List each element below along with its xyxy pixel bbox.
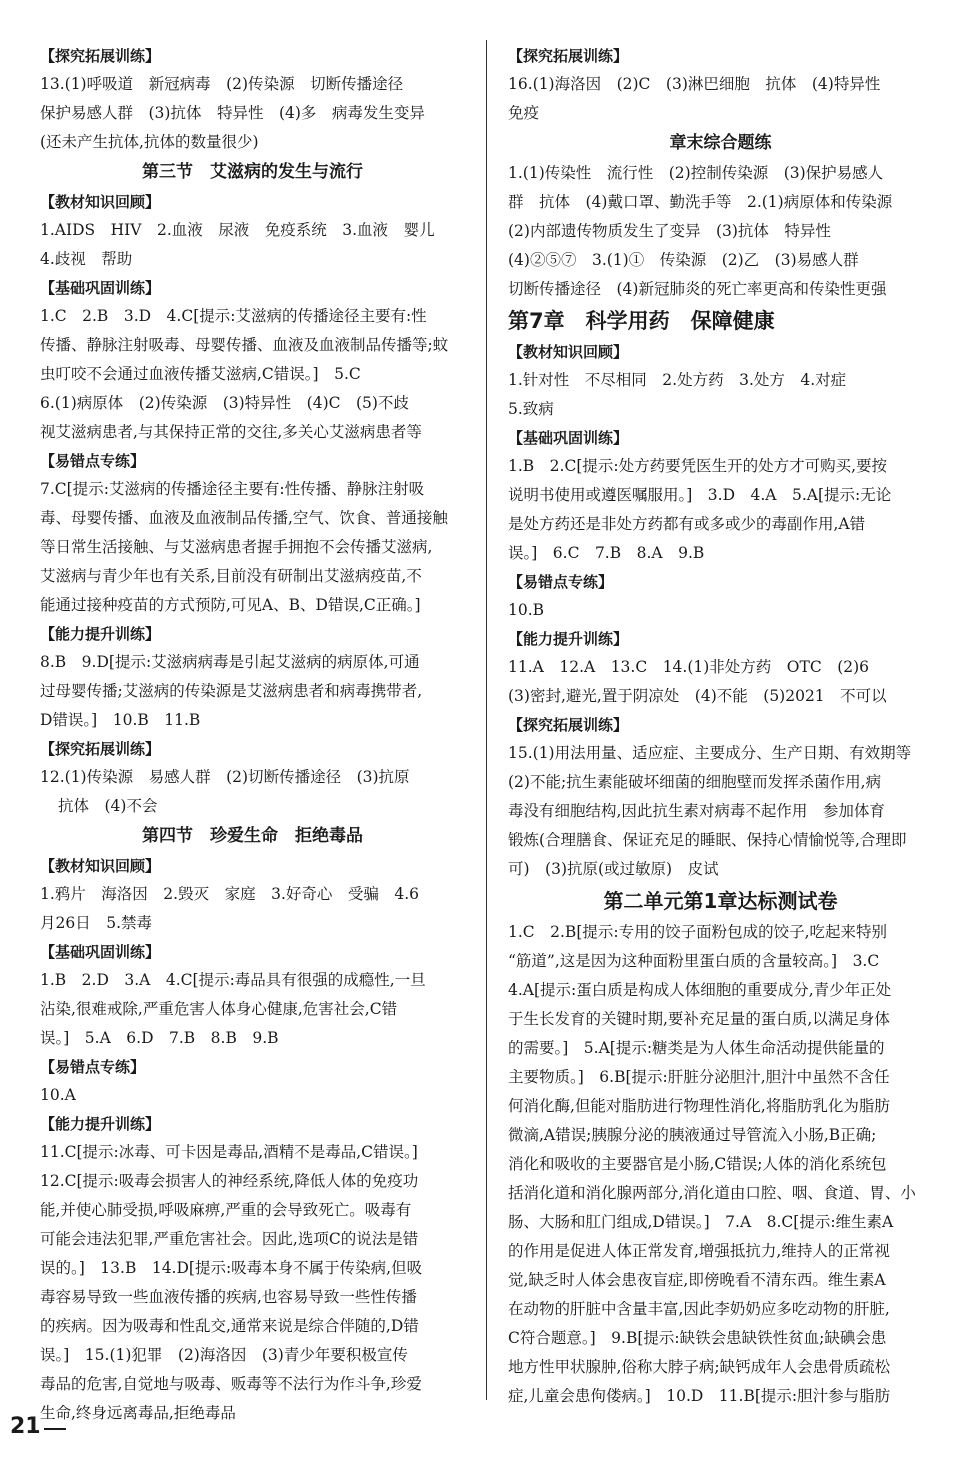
answer-line: 群 抗体 (4)戴口罩、勤洗手等 2.(1)病原体和传染源 — [508, 193, 893, 211]
answer-line: 消化和吸收的主要器官是小肠,C错误;人体的消化系统包 — [508, 1155, 887, 1173]
answer-line: 16.(1)海洛因 (2)C (3)淋巴细胞 抗体 (4)特异性 — [508, 75, 881, 93]
answer-line: 是处方药还是非处方药都有或多或少的毒副作用,A错 — [508, 515, 866, 533]
section-title: 第四节 珍爱生命 拒绝毒品 — [142, 826, 363, 846]
answer-line: 11.C[提示:冰毒、可卡因是毒品,酒精不是毒品,C错误。] — [40, 1143, 418, 1161]
answer-line: 7.C[提示:艾滋病的传播途径主要有:性传播、静脉注射吸 — [40, 480, 425, 498]
answer-line: (3)密封,避光,置于阴凉处 (4)不能 (5)2021 不可以 — [508, 687, 887, 705]
answer-line: 可) (3)抗原(或过敏原) 皮试 — [508, 860, 719, 878]
answer-line: 1.鸦片 海洛因 2.毁灭 家庭 3.好奇心 受骗 4.6 — [40, 885, 420, 903]
answer-line: 在动物的肝脏中含量丰富,因此李奶奶应多吃动物的肝脏, — [508, 1300, 890, 1318]
answer-line: 传播、静脉注射吸毒、母婴传播、血液及血液制品传播等;蚊 — [40, 336, 449, 354]
answer-line: 1.C 2.B 3.D 4.C[提示:艾滋病的传播途径主要有:性 — [40, 307, 427, 325]
section-label: 【基础巩固训练】 — [40, 943, 161, 961]
answer-line: 8.B 9.D[提示:艾滋病病毒是引起艾滋病的病原体,可通 — [40, 653, 420, 671]
answer-line: 13.(1)呼吸道 新冠病毒 (2)传染源 切断传播途径 — [40, 75, 404, 93]
left-column — [40, 42, 465, 1428]
column-divider — [486, 40, 487, 1400]
right-column — [508, 42, 933, 1411]
answer-line: 11.A 12.A 13.C 14.(1)非处方药 OTC (2)6 — [508, 658, 870, 676]
answer-line: 毒、母婴传播、血液及血液制品传播,空气、饮食、普通接触 — [40, 509, 448, 527]
answer-line: 觉,缺乏时人体会患夜盲症,即傍晚看不清东西。维生素A — [508, 1271, 886, 1289]
section-label: 【易错点专练】 — [508, 573, 614, 591]
section-label: 【教材知识回顾】 — [40, 193, 161, 211]
section-label: 【探究拓展训练】 — [508, 716, 629, 734]
answer-line: 切断传播途径 (4)新冠肺炎的死亡率更高和传染性更强 — [508, 280, 887, 298]
answer-line: (2)不能;抗生素能破坏细菌的细胞壁而发挥杀菌作用,病 — [508, 773, 882, 791]
section-label: 【探究拓展训练】 — [508, 47, 629, 65]
section-title: 第三节 艾滋病的发生与流行 — [142, 162, 363, 182]
answer-line: 月26日 5.禁毒 — [40, 914, 153, 932]
answer-line: 1.B 2.D 3.A 4.C[提示:毒品具有很强的成瘾性,一旦 — [40, 971, 426, 989]
answer-line: 可能会违法犯罪,严重危害社会。因此,选项C的说法是错 — [40, 1230, 419, 1248]
answer-line: 能,并使心肺受损,呼吸麻痹,严重的会导致死亡。吸毒有 — [40, 1201, 412, 1219]
answer-line: 括消化道和消化腺两部分,消化道由口腔、咽、食道、胃、小 — [508, 1184, 916, 1202]
answer-line: 1.(1)传染性 流行性 (2)控制传染源 (3)保护易感人 — [508, 164, 884, 182]
answer-line: 4.A[提示:蛋白质是构成人体细胞的重要成分,青少年正处 — [508, 981, 892, 999]
answer-line: 误。] 5.A 6.D 7.B 8.B 9.B — [40, 1029, 279, 1047]
answer-line: 锻炼(合理膳食、保证充足的睡眠、保持心情愉悦等,合理即 — [508, 831, 907, 849]
answer-line: 12.C[提示:吸毒会损害人的神经系统,降低人体的免疫功 — [40, 1172, 419, 1190]
section-label: 【基础巩固训练】 — [508, 429, 629, 447]
answer-line: 主要物质。] 6.B[提示:肝脏分泌胆汁,胆汁中虽然不含任 — [508, 1068, 890, 1086]
unit-test-title: 第二单元第1章达标测试卷 — [603, 889, 838, 913]
section-label: 【能力提升训练】 — [508, 630, 629, 648]
answer-line: 误。] 15.(1)犯罪 (2)海洛因 (3)青少年要积极宣传 — [40, 1346, 408, 1364]
answer-line: (还未产生抗体,抗体的数量很少) — [40, 133, 259, 151]
answer-line: 沾染,很难戒除,严重危害人体身心健康,危害社会,C错 — [40, 1000, 398, 1018]
answer-line: 症,儿童会患佝偻病。] 10.D 11.B[提示:胆汁参与脂肪 — [508, 1387, 891, 1405]
answer-line: 毒没有细胞结构,因此抗生素对病毒不起作用 参加体育 — [508, 802, 885, 820]
answer-line: 1.AIDS HIV 2.血液 尿液 免疫系统 3.血液 婴儿 — [40, 221, 435, 239]
page-number: 21 — [10, 1414, 41, 1439]
answer-line: 于生长发育的关键时期,要补充足量的蛋白质,以满足身体 — [508, 1010, 890, 1028]
answer-line: 毒品的危害,自觉地与吸毒、贩毒等不法行为作斗争,珍爱 — [40, 1375, 422, 1393]
answer-line: 的作用是促进人体正常发育,增强抵抗力,维持人的正常视 — [508, 1242, 890, 1260]
answer-line: 肠、大肠和肛门组成,D错误。] 7.A 8.C[提示:维生素A — [508, 1213, 894, 1231]
answer-line: 1.C 2.B[提示:专用的饺子面粉包成的饺子,吃起来特别 — [508, 923, 888, 941]
section-title: 章末综合题练 — [669, 133, 772, 153]
section-label: 【基础巩固训练】 — [40, 279, 161, 297]
answer-line: 虫叮咬不会通过血液传播艾滋病,C错误。] 5.C — [40, 365, 361, 383]
section-label: 【能力提升训练】 — [40, 625, 161, 643]
section-label: 【教材知识回顾】 — [508, 343, 629, 361]
answer-line: “筋道”,这是因为这种面粉里蛋白质的含量较高。] 3.C — [508, 952, 880, 970]
answer-line: C符合题意。] 9.B[提示:缺铁会患缺铁性贫血;缺碘会患 — [508, 1329, 887, 1347]
answer-line: 10.B — [508, 601, 545, 619]
answer-line: 10.A — [40, 1086, 76, 1104]
answer-line: 的需要。] 5.A[提示:糖类是为人体生命活动提供能量的 — [508, 1039, 885, 1057]
answer-line: 何消化酶,但能对脂肪进行物理性消化,将脂肪乳化为脂肪 — [508, 1097, 890, 1115]
answer-line: 免疫 — [508, 104, 540, 122]
answer-line: 艾滋病与青少年也有关系,目前没有研制出艾滋病疫苗,不 — [40, 567, 422, 585]
answer-line: 生命,终身远离毒品,拒绝毒品 — [40, 1404, 236, 1422]
section-label: 【易错点专练】 — [40, 1058, 146, 1076]
answer-line: (2)内部遗传物质发生了变异 (3)抗体 特异性 — [508, 222, 831, 240]
answer-line: 5.致病 — [508, 400, 554, 418]
answer-line: (4)②⑤⑦ 3.(1)① 传染源 (2)乙 (3)易感人群 — [508, 251, 859, 269]
answer-line: 毒容易导致一些血液传播的疾病,也容易导致一些性传播 — [40, 1288, 417, 1306]
answer-line: 1.针对性 不尽相同 2.处方药 3.处方 4.对症 — [508, 371, 847, 389]
section-label: 【能力提升训练】 — [40, 1115, 161, 1133]
answer-line: D错误。] 10.B 11.B — [40, 711, 201, 729]
answer-line: 保护易感人群 (3)抗体 特异性 (4)多 病毒发生变异 — [40, 104, 425, 122]
answer-line: 4.歧视 帮助 — [40, 250, 133, 268]
answer-line: 6.(1)病原体 (2)传染源 (3)特异性 (4)C (5)不歧 — [40, 394, 409, 412]
section-label: 【探究拓展训练】 — [40, 740, 161, 758]
answer-line: 误。] 6.C 7.B 8.A 9.B — [508, 544, 705, 562]
answer-line: 等日常生活接触、与艾滋病患者握手拥抱不会传播艾滋病, — [40, 538, 433, 556]
answer-line: 过母婴传播;艾滋病的传染源是艾滋病患者和病毒携带者, — [40, 682, 423, 700]
answer-line: 说明书使用或遵医嘱服用。] 3.D 4.A 5.A[提示:无论 — [508, 486, 892, 504]
answer-line: 误的。] 13.B 14.D[提示:吸毒本身不属于传染病,但吸 — [40, 1259, 423, 1277]
answer-line: 的疾病。因为吸毒和性乱交,通常来说是综合伴随的,D错 — [40, 1317, 419, 1335]
answer-line: 1.B 2.C[提示:处方药要凭医生开的处方才可购买,要按 — [508, 457, 888, 475]
answer-line: 抗体 (4)不会 — [58, 797, 158, 815]
answer-line: 12.(1)传染源 易感人群 (2)切断传播途径 (3)抗原 — [40, 768, 410, 786]
section-label: 【易错点专练】 — [40, 452, 146, 470]
section-label: 【教材知识回顾】 — [40, 857, 161, 875]
chapter-title: 第7章 科学用药 保障健康 — [508, 309, 775, 333]
answer-line: 视艾滋病患者,与其保持正常的交往,多关心艾滋病患者等 — [40, 423, 422, 441]
page-number-rule — [44, 1428, 66, 1430]
section-label: 【探究拓展训练】 — [40, 47, 161, 65]
answer-line: 地方性甲状腺肿,俗称大脖子病;缺钙成年人会患骨质疏松 — [508, 1358, 891, 1376]
answer-line: 微滴,A错误;胰腺分泌的胰液通过导管流入小肠,B正确; — [508, 1126, 877, 1144]
answer-line: 15.(1)用法用量、适应症、主要成分、生产日期、有效期等 — [508, 744, 912, 762]
answer-line: 能通过接种疫苗的方式预防,可见A、B、D错误,C正确。] — [40, 596, 421, 614]
